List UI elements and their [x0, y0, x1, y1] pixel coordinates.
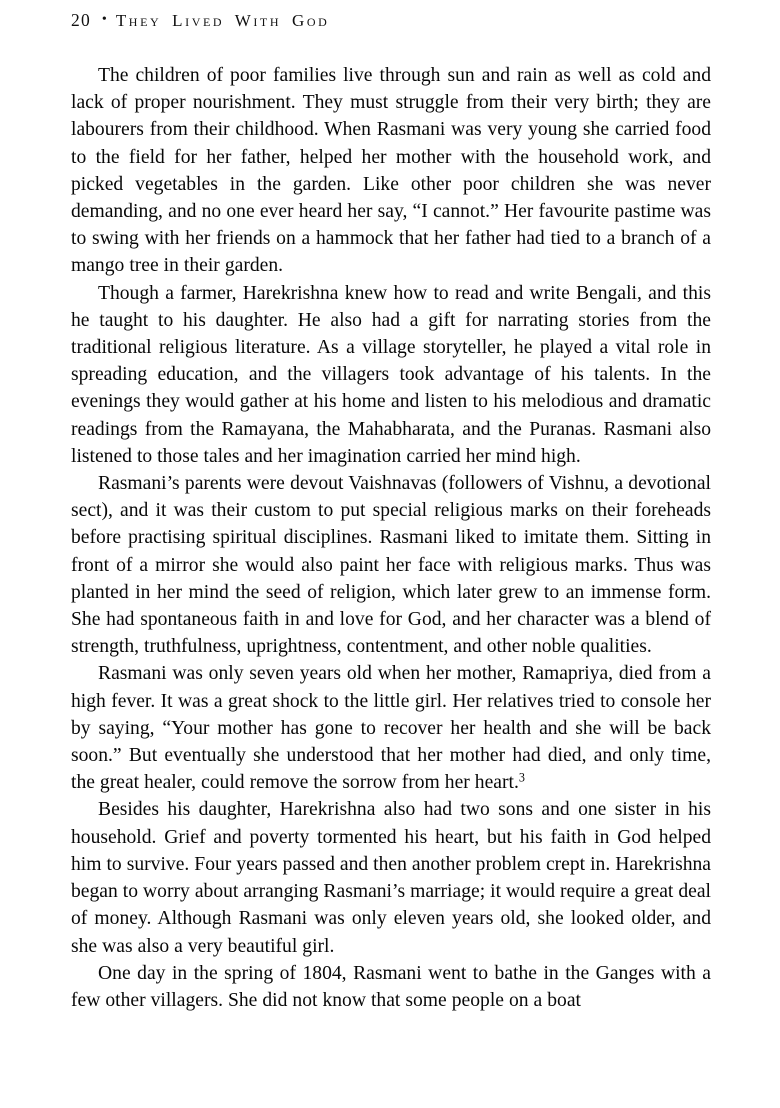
running-head-separator-bullet-icon: •: [101, 12, 107, 27]
footnote-reference-marker[interactable]: 3: [518, 770, 525, 785]
paragraph-3: Rasmani’s parents were devout Vaishnavas (followers of Vishnu, a devotional sect), and it was their custom to put special religious marks on their foreheads before practising spiritual disciplines. Rasmani liked to imitate them. Sitting in front of a mirror she would also paint her face with religious marks. Thus was planted in her mind the seed of religion, which later grew to an immense form. She had spontaneous faith in and love for God, and her character was a blend of strength, truthfulness, uprightness, contentment, and other noble qualities.: [71, 473, 711, 658]
paragraph-5: Besides his daughter, Harekrishna also had two sons and one sister in his household. Grief and poverty tormented his heart, but his faith in God helped him to survive. Four years passed and then another problem crept in. Harekrishna began to worry about arranging Rasmani’s marriage; it would require a great deal of money. Although Rasmani was only eleven years old, she looked older, and she was also a very beautiful girl.: [71, 799, 711, 957]
running-head-title: They Lived With God: [115, 11, 330, 30]
paragraph-1: The children of poor families live through sun and rain as well as cold and lack of proper nourishment. They must struggle from their very birth; they are labourers from their childhood. When Rasmani was very young she carried food to the field for her father, helped her mother with the household work, and picked vegetables in the garden. Like other poor children she was never demanding, and no one ever heard her say, “I cannot.” Her favourite pastime was to swing with her friends on a hammock that her father had tied to a branch of a mango tree in their garden.: [71, 65, 711, 277]
paragraph-4-text: Rasmani was only seven years old when her mother, Ramapriya, died from a high fever. It was a great shock to the little girl. Her relatives tried to console her by saying, “Your mother has gone to recover her health and she will be back soon.” But eventually she understood that her mother had died, and only time, the great healer, could remove the sorrow from her heart.: [71, 663, 711, 794]
running-head: [71, 10, 710, 36]
paragraph-4: [71, 660, 711, 796]
paragraph-2: Though a farmer, Harekrishna knew how to read and write Bengali, and this he taught to his daughter. He also had a gift for narrating stories from the traditional religious literature. As a village storyteller, he played a vital role in spreading education, and the villagers took advantage of his talents. In the evenings they would gather at his home and listen to his melodious and dramatic readings from the Ramayana, the Mahabharata, and the Puranas. Rasmani also listened to those tales and her imagination carried her mind high.: [71, 282, 711, 467]
body-text-block: [71, 62, 711, 1014]
paragraph-6: One day in the spring of 1804, Rasmani went to bathe in the Ganges with a few other villagers. She did not know that some people on a boat: [71, 962, 711, 1011]
page-number: 20: [71, 10, 91, 30]
